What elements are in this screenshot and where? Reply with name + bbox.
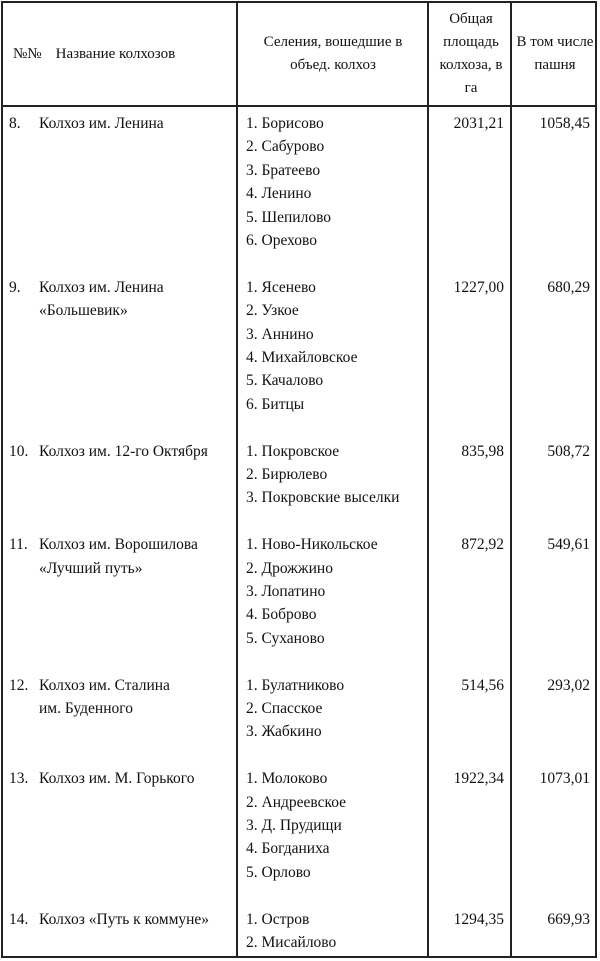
kolkhoz-name-line: «Большевик» [39,302,128,320]
villages-list-line: 5. Суханово [246,629,325,647]
header-num-name [13,3,233,105]
header-divider [3,105,595,107]
total-area-line: 2031,21 [453,115,504,132]
row-number [9,440,39,463]
total-area [430,674,504,697]
villages-list [246,112,432,252]
villages-list-line: 3. Лопатино [246,583,326,600]
villages-list-line: 4. Боброво [246,606,317,624]
villages-list-line: 1. Остров [246,910,310,928]
villages-list-line: 2. Бирюлево [246,466,328,483]
header-arable [515,3,595,105]
header-villages [243,3,423,105]
kolkhoz-name-line: «Лучший путь» [39,559,143,577]
arable-area [513,440,590,463]
arable-area-line: 293,02 [547,676,590,694]
villages-list-line: 1. Борисово [246,115,324,132]
kolkhoz-name-line: Колхоз им. Сталина [39,676,170,694]
total-area-line: 1922,34 [453,770,504,788]
total-area [430,767,504,790]
villages-list-line: 3. Д. Прудищи [246,817,342,834]
villages-list-line: 1. Молоково [246,770,328,788]
total-area-line: 1227,00 [453,278,504,296]
kolkhoz-name [39,276,239,323]
villages-list-line: 3. Братеево [246,161,321,179]
total-area-line: 1294,35 [453,910,504,928]
villages-list-line: 1. Покровское [246,442,340,460]
header-area-text: Общая площадь колхоза, в га [439,11,503,96]
arable-area-line: 669,93 [547,910,590,928]
row-number-line: 8. [9,115,21,132]
villages-list-line: 2. Сабурово [246,138,325,156]
kolkhoz-name-line: Колхоз им. М. Горького [39,770,195,788]
column-divider [236,3,238,956]
villages-list [246,276,432,416]
arable-area [513,112,590,135]
villages-list-line: 2. Мисайлово [246,934,337,951]
villages-list-line: 1. Булатниково [246,676,345,694]
row-number [9,276,39,299]
row-number [9,674,39,697]
kolkhoz-name-line: Колхоз им. 12-го Октября [39,442,208,460]
kolkhoz-name-line: им. Буденного [39,700,133,717]
villages-list-line: 4. Михайловское [246,349,358,367]
total-area [430,440,504,463]
arable-area-line: 508,72 [547,442,590,460]
kolkhoz-name-line: Колхоз им. Ворошилова [39,536,198,554]
villages-list-line: 2. Спасское [246,700,323,717]
arable-area-line: 1058,45 [539,115,590,132]
villages-list [246,440,432,510]
kolkhoz-name [39,674,239,721]
villages-list-line: 2. Дрожжино [246,559,333,577]
kolkhoz-name-line: Колхоз «Путь к коммуне» [39,910,210,928]
villages-list-line: 1. Ясенево [246,278,316,296]
kolkhoz-table [1,1,597,958]
villages-list-line: 5. Орлово [246,863,311,881]
arable-area-line: 680,29 [547,278,590,296]
villages-list-line: 5. Шепилово [246,208,332,226]
total-area-line: 872,92 [461,536,504,554]
villages-list-line: 5. Качалово [246,372,324,390]
header-arable-text: В том числе пашня [516,34,594,73]
row-number-line: 9. [9,278,21,296]
villages-list-line: 3. Покровские выселки [246,489,400,507]
row-number [9,112,39,135]
arable-area [513,276,590,299]
row-number [9,767,39,790]
arable-area [513,533,590,556]
villages-list-line: 6. Битцы [246,395,305,413]
row-number [9,533,39,556]
kolkhoz-name-line: Колхоз им. Ленина [39,278,164,296]
header-num: №№ [13,45,42,62]
villages-list [246,767,432,884]
arable-area [513,767,590,790]
total-area [430,112,504,135]
kolkhoz-name-line: Колхоз им. Ленина [39,115,164,132]
villages-list [246,908,432,955]
row-number-line: 14. [9,910,29,928]
kolkhoz-name [39,767,239,790]
total-area-line: 835,98 [461,442,504,460]
total-area [430,276,504,299]
row-number-line: 10. [9,442,29,460]
villages-list-line: 6. Орехово [246,232,317,250]
arable-area-line: 1073,01 [539,770,590,788]
villages-list-line: 2. Андреевское [246,793,347,811]
header-villages-text: Селения, вошедшие в объед. колхоз [263,34,403,73]
kolkhoz-name [39,112,239,135]
villages-list [246,533,432,650]
arable-area [513,908,590,931]
row-number-line: 11. [9,536,28,554]
total-area [430,908,504,931]
column-divider [510,3,512,956]
villages-list-line: 3. Жабкино [246,723,322,741]
villages-list-line: 3. Аннино [246,325,314,343]
villages-list [246,674,432,744]
kolkhoz-name [39,533,239,580]
villages-list-line: 4. Богданиха [246,840,330,858]
kolkhoz-name [39,908,239,931]
total-area [430,533,504,556]
arable-area [513,674,590,697]
row-number-line: 12. [9,676,29,694]
row-number [9,908,39,931]
arable-area-line: 549,61 [547,536,590,554]
header-name: Название колхозов [55,45,176,62]
villages-list-line: 4. Ленино [246,185,312,203]
header-area [435,3,507,105]
villages-list-line: 1. Ново-Никольское [246,536,378,554]
total-area-line: 514,56 [461,676,504,694]
villages-list-line: 2. Узкое [246,302,299,320]
row-number-line: 13. [9,770,29,788]
kolkhoz-name [39,440,239,463]
